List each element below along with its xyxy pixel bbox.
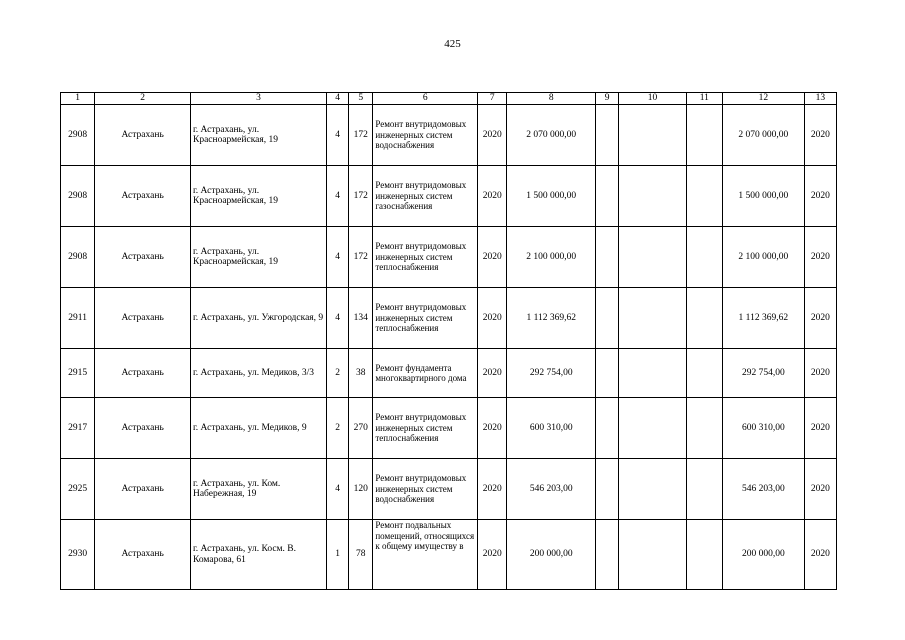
col-num-4: 4 [327,93,349,105]
cell-col4: 2 [327,349,349,398]
cell-col5: 78 [349,520,373,590]
cell-city: Астрахань [95,398,191,459]
cell-address: г. Астрахань, ул. Ужгородская, 9 [190,288,326,349]
cell-col12: 2 070 000,00 [723,105,805,166]
cell-city: Астрахань [95,166,191,227]
cell-col9 [596,459,619,520]
cell-address: г. Астрахань, ул. Красноармейская, 19 [190,105,326,166]
cell-work-type: Ремонт фундамента многоквартирного дома [373,349,478,398]
col-num-13: 13 [804,93,836,105]
cell-col9 [596,398,619,459]
table-row [61,349,837,398]
cell-col10 [619,288,687,349]
cell-col10 [619,398,687,459]
cell-city: Астрахань [95,349,191,398]
cell-col5: 172 [349,105,373,166]
cell-work-type [373,520,478,590]
cell-col9 [596,105,619,166]
cell-work-type: Ремонт внутридомовых инженерных систем теплоснабжения [373,288,478,349]
cell-work-type: Ремонт внутридомовых инженерных систем водоснабжения [373,105,478,166]
cell-col13: 2020 [804,166,836,227]
cell-city: Астрахань [95,520,191,590]
cell-address: г. Астрахань, ул. Медиков, 9 [190,398,326,459]
table-row [61,520,837,590]
cell-col10 [619,166,687,227]
cell-col5: 172 [349,227,373,288]
cell-col12: 600 310,00 [723,398,805,459]
col-num-8: 8 [507,93,596,105]
cell-col4: 4 [327,166,349,227]
cell-col4: 4 [327,459,349,520]
cell-col5: 120 [349,459,373,520]
cell-id: 2915 [61,349,95,398]
cell-col10 [619,520,687,590]
table-row [61,227,837,288]
table-row [61,166,837,227]
cell-col5: 38 [349,349,373,398]
cell-id: 2917 [61,398,95,459]
cell-cost: 600 310,00 [507,398,596,459]
cell-work-type: Ремонт внутридомовых инженерных систем водоснабжения [373,459,478,520]
cell-id: 2908 [61,105,95,166]
cell-cost: 546 203,00 [507,459,596,520]
cell-col10 [619,459,687,520]
cell-city: Астрахань [95,288,191,349]
cell-year: 2020 [478,166,507,227]
cell-cost: 2 070 000,00 [507,105,596,166]
col-num-7: 7 [478,93,507,105]
cell-col13: 2020 [804,288,836,349]
cell-id: 2908 [61,227,95,288]
cell-col11 [686,105,722,166]
cell-cost: 200 000,00 [507,520,596,590]
cell-col12: 546 203,00 [723,459,805,520]
cell-id: 2911 [61,288,95,349]
cell-col10 [619,227,687,288]
page-number: 425 [444,38,461,50]
cell-address: г. Астрахань, ул. Красноармейская, 19 [190,227,326,288]
cell-col13: 2020 [804,105,836,166]
table-row [61,459,837,520]
table-row [61,398,837,459]
cell-col11 [686,349,722,398]
cell-city: Астрахань [95,105,191,166]
cell-col5: 270 [349,398,373,459]
cell-col13: 2020 [804,227,836,288]
cell-col5: 172 [349,166,373,227]
cell-address: г. Астрахань, ул. Ком. Набережная, 19 [190,459,326,520]
cell-col9 [596,520,619,590]
cell-col9 [596,288,619,349]
cell-cost: 2 100 000,00 [507,227,596,288]
cell-year: 2020 [478,288,507,349]
cell-col4: 1 [327,520,349,590]
col-num-1: 1 [61,93,95,105]
cell-col13: 2020 [804,520,836,590]
cell-col10 [619,105,687,166]
col-num-9: 9 [596,93,619,105]
cell-year: 2020 [478,105,507,166]
cell-cost: 292 754,00 [507,349,596,398]
cell-col12: 2 100 000,00 [723,227,805,288]
cell-year: 2020 [478,398,507,459]
cell-cost: 1 500 000,00 [507,166,596,227]
cell-col12: 292 754,00 [723,349,805,398]
col-num-12: 12 [723,93,805,105]
cell-work-type: Ремонт внутридомовых инженерных систем газоснабжения [373,166,478,227]
cell-work-type-text: Ремонт подвальных помещений, относящихся к общему имуществу в [375,520,475,551]
cell-col5: 134 [349,288,373,349]
cell-col12: 1 112 369,62 [723,288,805,349]
cell-col13: 2020 [804,398,836,459]
cell-col9 [596,166,619,227]
cell-col11 [686,459,722,520]
cell-col13: 2020 [804,349,836,398]
cell-work-type: Ремонт внутридомовых инженерных систем теплоснабжения [373,227,478,288]
column-number-row [61,93,837,105]
cell-col12: 200 000,00 [723,520,805,590]
col-num-5: 5 [349,93,373,105]
cell-col9 [596,349,619,398]
cell-col11 [686,166,722,227]
cell-col4: 2 [327,398,349,459]
col-num-11: 11 [686,93,722,105]
cell-year: 2020 [478,349,507,398]
cell-col12: 1 500 000,00 [723,166,805,227]
col-num-6: 6 [373,93,478,105]
cell-col9 [596,227,619,288]
cell-cost: 1 112 369,62 [507,288,596,349]
cell-col4: 4 [327,288,349,349]
col-num-10: 10 [619,93,687,105]
cell-city: Астрахань [95,227,191,288]
cell-col13: 2020 [804,459,836,520]
cell-col4: 4 [327,105,349,166]
cell-year: 2020 [478,459,507,520]
table-row [61,105,837,166]
cell-year: 2020 [478,520,507,590]
col-num-3: 3 [190,93,326,105]
cell-col11 [686,520,722,590]
table-row [61,288,837,349]
cell-city: Астрахань [95,459,191,520]
cell-id: 2908 [61,166,95,227]
repair-program-table [60,92,837,590]
cell-address: г. Астрахань, ул. Медиков, 3/3 [190,349,326,398]
cell-work-type: Ремонт внутридомовых инженерных систем теплоснабжения [373,398,478,459]
cell-col10 [619,349,687,398]
cell-address: г. Астрахань, ул. Красноармейская, 19 [190,166,326,227]
cell-col11 [686,398,722,459]
cell-col11 [686,227,722,288]
cell-id: 2930 [61,520,95,590]
cell-id: 2925 [61,459,95,520]
cell-address: г. Астрахань, ул. Косм. В. Комарова, 61 [190,520,326,590]
cell-col11 [686,288,722,349]
cell-year: 2020 [478,227,507,288]
cell-col4: 4 [327,227,349,288]
col-num-2: 2 [95,93,191,105]
